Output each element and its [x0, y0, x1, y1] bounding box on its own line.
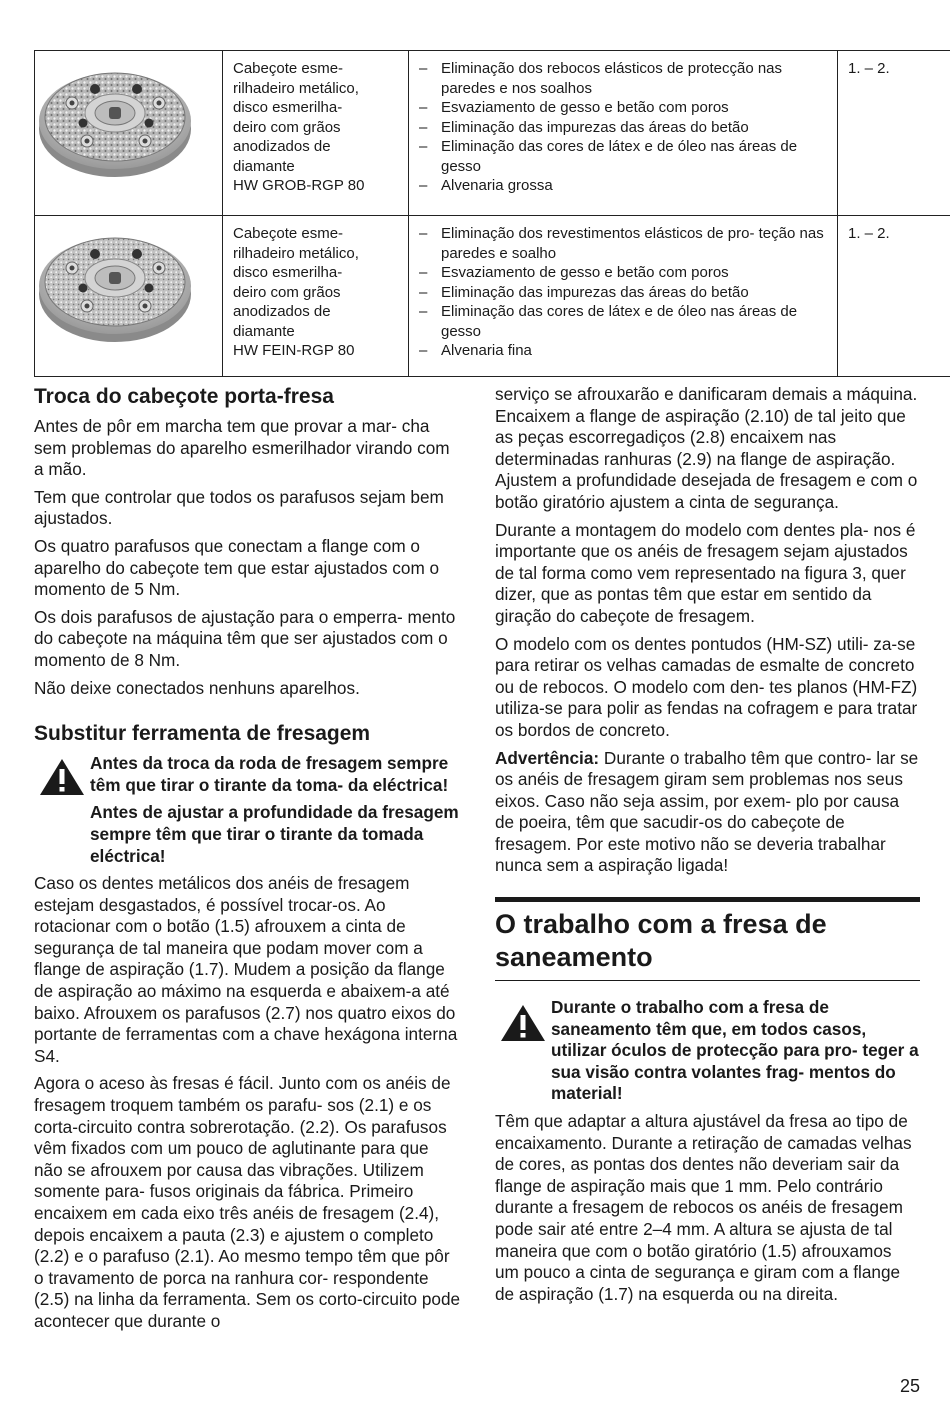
tool-name-line: anodizados de	[233, 138, 331, 155]
right-column	[495, 384, 920, 1311]
product-image-cell	[35, 216, 223, 377]
grade-cell: 1. – 2.	[838, 216, 950, 377]
section-heading: Substitur ferramenta de fresagem	[34, 722, 371, 746]
paragraph: serviço se afrouxarão e danificaram demais a máquina. Encaixem a flange de aspiração (2.10) de tal jeito que as peças escorregadiços (2.8) encaixem nas determinadas ranhuras (2.9) na flange de aspiração. Ajustem a profundidade desejada de fresagem e com o botão giratório ajustem a cinta de segurança.	[495, 384, 918, 512]
tool-name-line: rilhadeiro metálico,	[233, 79, 359, 97]
chapter-title-line: O trabalho com a fresa de	[495, 909, 827, 940]
section-heading: Troca do cabeçote porta-fresa	[34, 385, 334, 408]
tool-name-cell	[223, 216, 409, 377]
warning-text: Antes da troca da roda de fresagem sempre têm que tirar o tirante da toma- da eléctrica!	[90, 753, 449, 795]
paragraph: Antes de pôr em marcha tem que provar a mar- cha sem problemas do aparelho esmerilhador virando com a mão.	[34, 416, 450, 480]
tool-name-line: HW FEIN-RGP 80	[233, 342, 355, 359]
title-underline	[495, 980, 920, 981]
warning-text: Durante o trabalho com a fresa de saneamento têm que, em todos casos, utilizar óculos de protecção para pro- teger a sua visão contra volantes frag- mentos do material!	[551, 997, 919, 1104]
application-item: – Eliminação dos revestimentos elásticos de pro- teção nas paredes e soalho	[419, 224, 827, 263]
application-item: – Alvenaria fina	[419, 341, 827, 361]
page-number: 25	[899, 1376, 920, 1396]
warning-triangle-icon	[34, 753, 90, 799]
advertencia-text: Durante o trabalho têm que contro- lar se os anéis de fresagem giram sem problemas nos seus eixos. Caso não seja assim, por exem- plo por causa de poeira, têm que sacudir-os do cabeçote de fresagem. Por este motivo não se deveria trabalhar nunca sem a aspiração ligada!	[495, 747, 919, 876]
tool-name-line: diamante	[233, 157, 295, 175]
tool-name-line: anodizados de	[233, 303, 331, 320]
application-item: – Eliminação das impurezas das áreas do betão	[419, 283, 827, 303]
paragraph: Durante a montagem do modelo com dentes pla- nos é importante que os anéis de fresagem sejam ajustados de tal forma como vem representado na figura 3, quer dizer, que as pontas têm que estar em sentido da giração do cabeçote de fresagem.	[495, 519, 916, 626]
advertencia-label: Advertência:	[495, 747, 600, 768]
tool-name-line: disco esmerilha-	[233, 264, 343, 281]
application-item: – Esvaziamento de gesso e betão com poros	[419, 263, 827, 283]
tool-name-line: HW GROB-RGP 80	[233, 177, 365, 194]
product-image-cell	[35, 51, 223, 216]
applications-cell	[409, 51, 838, 216]
grinding-disc-image	[35, 51, 195, 186]
tool-name-line: deiro com grãos	[233, 283, 341, 301]
application-item: – Esvaziamento de gesso e betão com poros	[419, 98, 827, 118]
tool-table	[34, 50, 950, 377]
paragraph: Não deixe conectados nenhuns aparelhos.	[34, 677, 360, 698]
warning-block	[34, 753, 462, 873]
application-item: – Eliminação das impurezas das áreas do betão	[419, 118, 827, 138]
grinding-disc-image	[35, 216, 195, 351]
tool-name-line: diamante	[233, 322, 295, 340]
paragraph: Têm que adaptar a altura ajustável da fresa ao tipo de encaixamento. Durante a retiração de camadas velhas de cores, as pontas dos dentes não deveriam sair da flange de aspiração mais que 1 mm. Pelo contrário durante a fresagem de rebocos os anéis de fresagem pode sair até entre 2–4 mm. A altura se ajusta de tal maneira que com o botão giratório (1.5) afrouxamos um pouco a cinta de segurança e giram com a flange de aspiração (1.7) na esquerda ou na direita.	[495, 1111, 912, 1304]
chapter-title	[495, 902, 920, 974]
application-item: – Eliminação dos rebocos elásticos de protecção nas paredes e nos soalhos	[419, 59, 827, 98]
paragraph: Os quatro parafusos que conectam a flange com o aparelho do cabeçote tem que estar ajustados com o momento de 5 Nm.	[34, 535, 440, 600]
tool-name-line: rilhadeiro metálico,	[233, 244, 359, 262]
chapter-title-line: saneamento	[495, 942, 653, 973]
paragraph: O modelo com os dentes pontudos (HM-SZ) utili- za-se para retirar os velhas camadas de esmalte de concreto ou de rebocos. O modelo com den- tes planos (HM-FZ) utiliza-se para polir as fendas na cofragem e para tratar os bordos de concreto.	[495, 633, 918, 740]
applications-cell	[409, 216, 838, 377]
paragraph: Os dois parafusos de ajustação para o emperra- mento do cabeçote na máquina têm que ser ajustados com o momento de 8 Nm.	[34, 606, 456, 670]
warning-block	[495, 997, 920, 1111]
warning-text: Antes de ajustar a profundidade da fresagem sempre têm que tirar o tirante da tomada eléctrica!	[90, 802, 459, 866]
table-row	[35, 216, 950, 377]
application-item: – Eliminação das cores de látex e de óleo nas áreas de gesso	[419, 302, 827, 341]
paragraph: Caso os dentes metálicos dos anéis de fresagem estejam desgastados, é possível trocar-os. Ao rotacionar com o botão (1.5) afrouxem a cinta de segurança de tal maneira que podam mover com a flange de aspiração (1.7). Mudem a posição da flange de aspiração ao máximo na esquerda e abaixem-a até baixo. Afrouxem os parafusos (2.7) nos quatro eixos do portante de ferramentas com a chave hexágona interna S4.	[34, 873, 458, 1066]
application-item: – Eliminação das cores de látex e de óleo nas áreas de gesso	[419, 137, 827, 176]
paragraph: Tem que controlar que todos os parafusos sejam bem ajustados.	[34, 486, 444, 529]
table-row	[35, 51, 950, 216]
tool-name-line: Cabeçote esme-	[233, 60, 344, 77]
tool-name-line: disco esmerilha-	[233, 99, 343, 116]
grade-cell: 1. – 2.	[838, 51, 950, 216]
application-item: – Alvenaria grossa	[419, 176, 827, 196]
tool-name-cell	[223, 51, 409, 216]
advertencia-paragraph	[495, 748, 920, 878]
tool-name-line: deiro com grãos	[233, 118, 341, 136]
tool-name-line: Cabeçote esme-	[233, 225, 344, 242]
left-column	[34, 384, 462, 1339]
paragraph: Agora o aceso às fresas é fácil. Junto com os anéis de fresagem troquem também os parafu- sos (2.1) e os corta-circuito contra sobrerotação. (2.2). Os parafusos vêm fixados com um pouco de aglutinante para que não se afrouxem por causa das vibrações. Utilizem somente para- fusos originais da fábrica. Primeiro encaixem em cada eixo três anéis de fresagem (2.4), depois encaixem a pauta (2.3) e ajustem o completo (2.2) e o parafuso (2.1). Ao mesmo tempo têm que pôr o travamento de porca na ranhura cor- respondente (2.5) na linha da ferramenta. Sem os corto-circuito pode acontecer que durante o	[34, 1073, 461, 1331]
warning-triangle-icon	[495, 999, 551, 1045]
